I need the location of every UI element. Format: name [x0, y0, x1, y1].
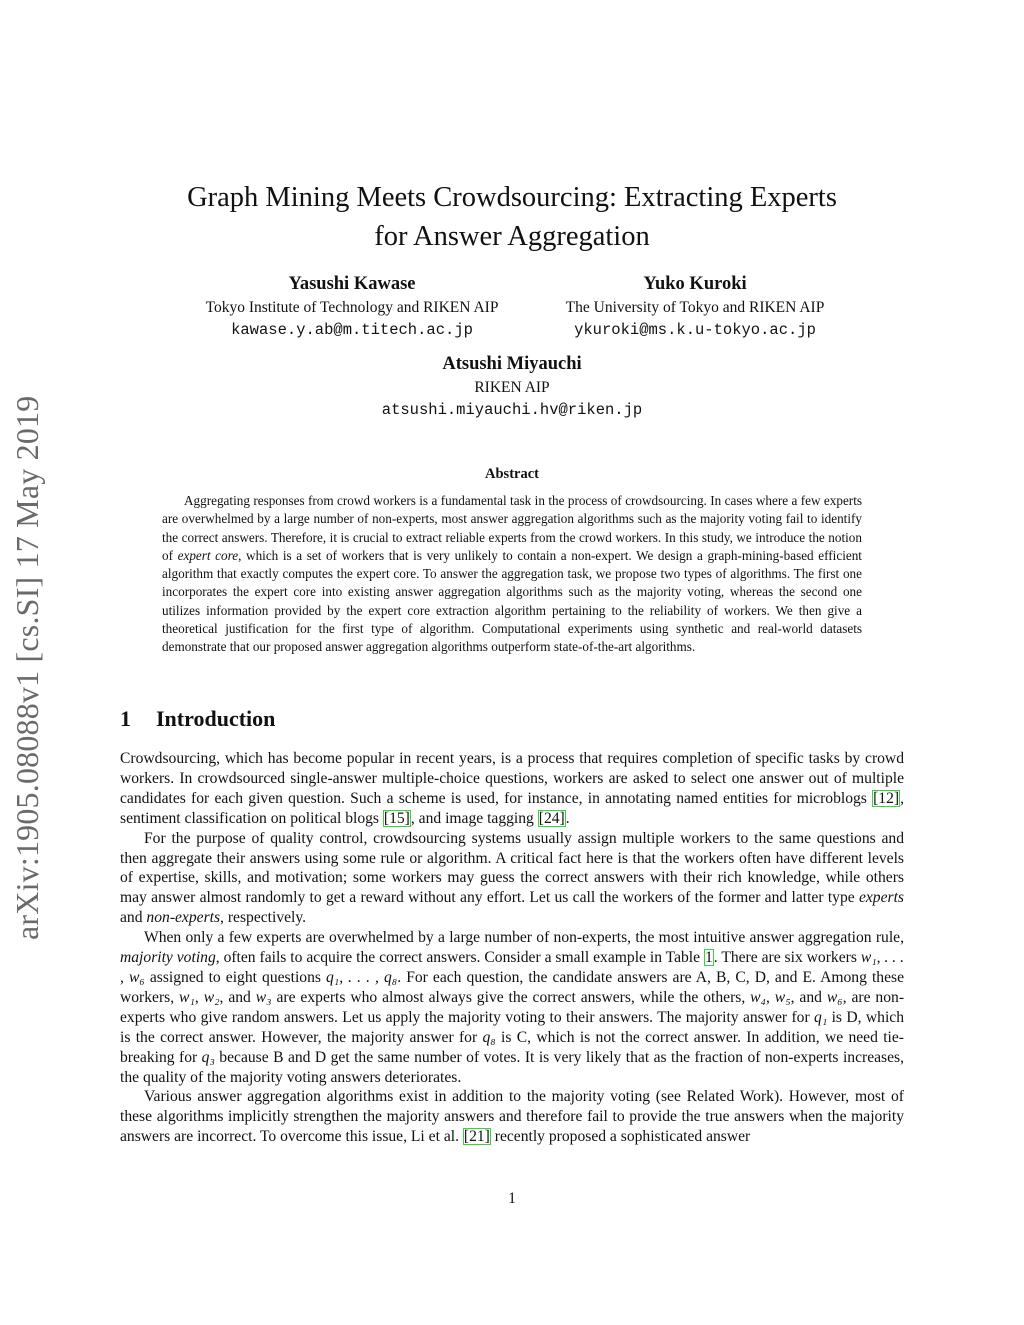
text-run: assigned to eight questions	[144, 968, 326, 986]
paragraph-3	[120, 928, 904, 1087]
text-run: , respectively.	[220, 909, 307, 927]
text-run: , and	[790, 988, 827, 1006]
text-run: and	[120, 909, 147, 927]
paper-title	[120, 178, 904, 256]
title-line-1: Graph Mining Meets Crowdsourcing: Extracting Experts	[187, 182, 837, 213]
author-name: Yasushi Kawase	[288, 274, 416, 294]
math: w₄	[750, 988, 766, 1006]
text-run: , and image tagging	[410, 809, 538, 827]
text-run: For the purpose of quality control, crowdsourcing systems usually assign multiple workers to the same questions and then aggregate their answers using some rule or algorithm. A critical fact here is that the workers often have different levels of expertise, skills, and motivation; some workers may guess the correct answers with their rich knowledge, while others may answer almost randomly to get a reward without any effort. Let us call the workers of the former and latter type	[120, 829, 904, 907]
math: w₁	[179, 988, 195, 1006]
paragraph-2	[120, 829, 904, 929]
author-block-2	[534, 274, 856, 339]
abstract-part: Aggregating responses from crowd workers is a fundamental task in the process of crowdsourcing. In cases where a few experts are overwhelmed by a large number of non-experts, most answer aggregation algorithms such as the majority voting fail to identify the correct answers. Therefore, it is crucial to extract reliable experts from the crowd workers. In this study, we introduce the notion of	[162, 493, 862, 563]
math: w₁, . . . , w₆	[120, 949, 905, 986]
author-affiliation: The University of Tokyo and RIKEN AIP	[565, 299, 825, 316]
text-run: , sentiment classification on political blogs	[120, 789, 904, 827]
math: q₈	[482, 1028, 496, 1046]
author-name: Yuko Kuroki	[643, 274, 747, 294]
text-run: Crowdsourcing, which has become popular in recent years, is a process that requires completion of specific tasks by crowd workers. In crowdsourced single-answer multiple-choice questions, workers are asked to select one answer out of multiple candidates for each given question. Such a scheme is used, for instance, in annotating named entities for microblogs	[120, 750, 904, 807]
text-run: . For each question, the candidate answers are A, B, C, D, and E. Among these workers,	[120, 968, 904, 1006]
text-run: because B and D get the same number of votes. It is very likely that as the fraction of non-experts increases, the quality of the majority voting answers deteriorates.	[120, 1048, 904, 1086]
text-run: , are non-experts who give random answers. Let us apply the majority voting to their answers. The majority answer for	[120, 988, 905, 1026]
author-email[interactable]: ykuroki@ms.k.u-tokyo.ac.jp	[574, 321, 816, 339]
author-affiliation: Tokyo Institute of Technology and RIKEN AIP	[205, 299, 499, 316]
abstract-text	[162, 492, 862, 657]
section-title: Introduction	[156, 706, 276, 731]
text-run: is C, which is not the correct answer. In addition, we need tie-breaking for	[120, 1028, 904, 1066]
abstract-heading: Abstract	[485, 466, 539, 482]
citation-link[interactable]: [12]	[873, 789, 900, 807]
text-run: , often fails to acquire the correct answers. Consider a small example in Table	[215, 949, 704, 967]
math: w₆	[826, 988, 843, 1006]
body-text	[120, 749, 904, 1147]
emphasis: experts	[858, 889, 904, 907]
text-run: .	[565, 809, 570, 827]
section-heading	[120, 706, 275, 732]
author-email[interactable]: kawase.y.ab@m.titech.ac.jp	[231, 321, 473, 339]
math: w₅	[774, 988, 791, 1006]
text-run: , and	[219, 988, 256, 1006]
author-block-3	[290, 354, 734, 419]
text-run: are experts who almost always give the correct answers, while the others,	[271, 988, 751, 1006]
abstract-emphasis: expert core	[177, 547, 239, 563]
title-line-2: for Answer Aggregation	[374, 221, 650, 252]
emphasis: non-experts	[146, 909, 221, 927]
text-run: is D, which is the correct answer. However, the majority answer for	[120, 1008, 904, 1046]
citation-link[interactable]: [24]	[538, 809, 565, 827]
math: q₁, . . . , q₈	[326, 968, 398, 986]
section-number: 1	[120, 706, 131, 731]
text-run: ,	[765, 988, 775, 1006]
text-run: recently proposed a sophisticated answer	[490, 1128, 751, 1146]
emphasis: majority voting	[120, 949, 216, 967]
author-block-1	[170, 274, 534, 339]
arxiv-stamp: arXiv:1905.08088v1 [cs.SI] 17 May 2019	[9, 395, 45, 940]
author-name: Atsushi Miyauchi	[442, 354, 582, 374]
text-run: Various answer aggregation algorithms exist in addition to the majority voting (see Related Work). However, most of these algorithms implicitly strengthen the majority answers and therefore fail to provide the true answers when the majority answers are incorrect. To overcome this issue, Li et al.	[120, 1088, 904, 1146]
abstract-part: , which is a set of workers that is very unlikely to contain a non-expert. We design a graph-mining-based efficient algorithm that exactly computes the expert core. To answer the aggregation task, we propose two types of algorithms. The first one incorporates the expert core into existing answer aggregation algorithms such as the majority voting, whereas the second one utilizes information provided by the expert core extraction algorithm pertaining to the reliability of workers. We then give a theoretical justification for the first type of algorithm. Computational experiments using synthetic and real-world datasets demonstrate that our proposed answer aggregation algorithms outperform state-of-the-art algorithms.	[162, 547, 862, 655]
paragraph-4	[120, 1087, 904, 1147]
author-email[interactable]: atsushi.miyauchi.hv@riken.jp	[381, 401, 643, 419]
text-run: When only a few experts are overwhelmed by a large number of non-experts, the most intuitive answer aggregation rule,	[144, 929, 904, 947]
table-link[interactable]: 1	[704, 949, 713, 967]
math: w₃	[255, 988, 272, 1006]
math: q₃	[201, 1048, 215, 1066]
author-affiliation: RIKEN AIP	[474, 379, 550, 396]
citation-link[interactable]: [21]	[463, 1128, 490, 1146]
text-run: ,	[194, 988, 204, 1006]
math: q₁	[814, 1008, 828, 1026]
paragraph-1	[120, 749, 904, 829]
page-number: 1	[508, 1190, 516, 1207]
citation-link[interactable]: [15]	[383, 809, 410, 827]
math: w₂	[203, 988, 220, 1006]
text-run: . There are six workers	[713, 949, 861, 967]
